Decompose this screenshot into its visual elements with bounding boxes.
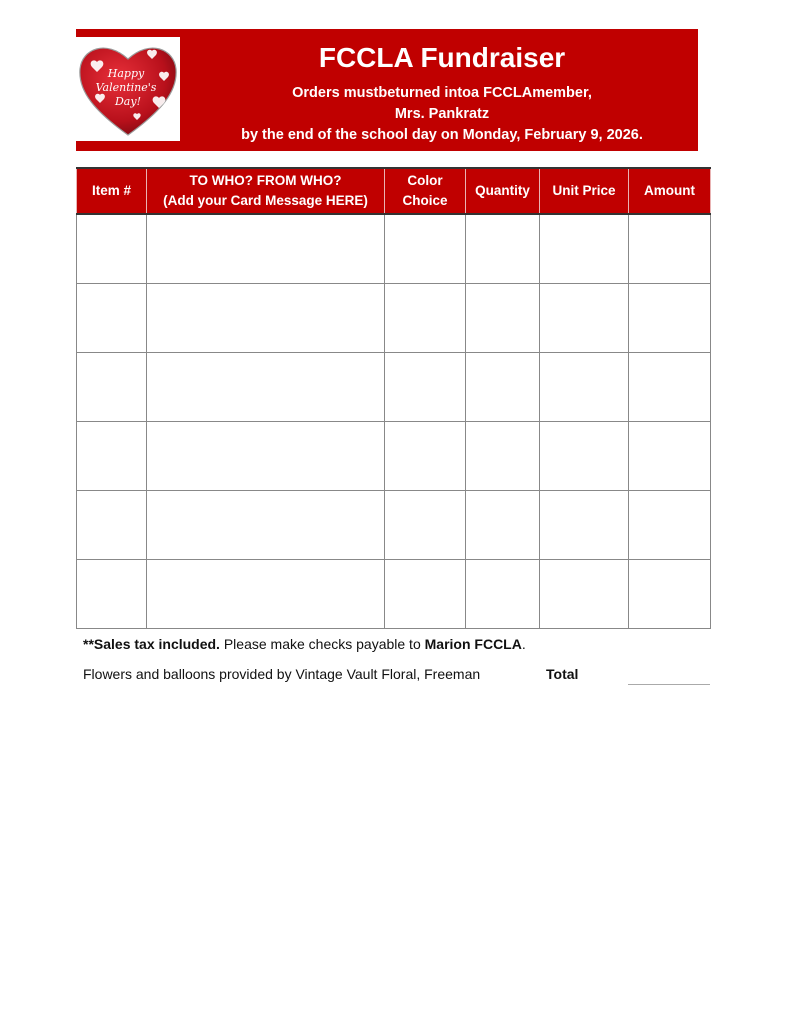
total-label: Total xyxy=(546,666,579,682)
column-header-amount: Amount xyxy=(629,168,711,214)
order-table xyxy=(76,167,711,629)
instructions-line-3: by the end of the school day on Monday, February 9, 2026. xyxy=(241,127,643,143)
table-row xyxy=(77,491,711,560)
unit-price-cell[interactable] xyxy=(540,353,629,422)
item-number-cell[interactable] xyxy=(77,353,147,422)
amount-cell[interactable] xyxy=(629,422,711,491)
total-value-line[interactable] xyxy=(628,684,710,685)
column-header-card-message-line1: TO WHO? FROM WHO? xyxy=(189,173,342,188)
item-number-cell[interactable] xyxy=(77,422,147,491)
checks-payable-text: Please make checks payable to xyxy=(219,636,425,652)
amount-cell[interactable] xyxy=(629,491,711,560)
provider-note: Flowers and balloons provided by Vintage Vault Floral, Freeman xyxy=(83,666,481,682)
amount-cell[interactable] xyxy=(629,284,711,353)
color-choice-cell[interactable] xyxy=(385,214,466,284)
banner-text xyxy=(186,29,698,151)
unit-price-cell[interactable] xyxy=(540,214,629,284)
item-number-cell[interactable] xyxy=(77,284,147,353)
svg-text:Valentine's: Valentine's xyxy=(95,81,157,94)
table-row xyxy=(77,214,711,284)
payment-note-period: . xyxy=(521,636,526,652)
quantity-cell[interactable] xyxy=(466,284,540,353)
color-choice-cell[interactable] xyxy=(385,491,466,560)
column-header-quantity: Quantity xyxy=(466,168,540,214)
item-number-cell[interactable] xyxy=(77,560,147,629)
page-title: FCCLA Fundraiser xyxy=(318,42,566,73)
svg-text:Happy: Happy xyxy=(107,67,145,80)
payment-note xyxy=(83,635,526,653)
instructions-line-2: Mrs. Pankratz xyxy=(394,106,490,122)
table-row xyxy=(77,353,711,422)
card-message-cell[interactable] xyxy=(147,491,385,560)
column-header-color-line1: Color xyxy=(407,173,443,188)
item-number-cell[interactable] xyxy=(77,491,147,560)
unit-price-cell[interactable] xyxy=(540,491,629,560)
quantity-cell[interactable] xyxy=(466,491,540,560)
instructions-line-1: Orders mustbeturned intoa FCCLAmember, xyxy=(292,85,592,101)
table-header-row xyxy=(77,168,711,214)
item-number-cell[interactable] xyxy=(77,214,147,284)
table-row xyxy=(77,284,711,353)
table-row xyxy=(77,560,711,629)
card-message-cell[interactable] xyxy=(147,284,385,353)
card-message-cell[interactable] xyxy=(147,422,385,491)
quantity-cell[interactable] xyxy=(466,422,540,491)
balloon-image xyxy=(76,37,180,141)
heart-balloon-icon xyxy=(76,37,180,141)
card-message-cell[interactable] xyxy=(147,214,385,284)
card-message-cell[interactable] xyxy=(147,353,385,422)
unit-price-cell[interactable] xyxy=(540,284,629,353)
column-header-unit-price: Unit Price xyxy=(540,168,629,214)
card-message-cell[interactable] xyxy=(147,560,385,629)
sales-tax-note: **Sales tax included. xyxy=(83,636,220,652)
unit-price-cell[interactable] xyxy=(540,560,629,629)
amount-cell[interactable] xyxy=(629,214,711,284)
color-choice-cell[interactable] xyxy=(385,353,466,422)
column-header-color-choice xyxy=(385,168,466,214)
amount-cell[interactable] xyxy=(629,560,711,629)
column-header-card-message-line2: (Add your Card Message HERE) xyxy=(163,193,368,208)
column-header-color-line2: Choice xyxy=(402,193,448,208)
payee-name: Marion FCCLA xyxy=(424,636,522,652)
quantity-cell[interactable] xyxy=(466,560,540,629)
color-choice-cell[interactable] xyxy=(385,284,466,353)
header-banner xyxy=(76,29,698,151)
color-choice-cell[interactable] xyxy=(385,560,466,629)
quantity-cell[interactable] xyxy=(466,353,540,422)
amount-cell[interactable] xyxy=(629,353,711,422)
unit-price-cell[interactable] xyxy=(540,422,629,491)
table-row xyxy=(77,422,711,491)
column-header-card-message xyxy=(147,168,385,214)
quantity-cell[interactable] xyxy=(466,214,540,284)
column-header-item-number: Item # xyxy=(77,168,147,214)
color-choice-cell[interactable] xyxy=(385,422,466,491)
svg-text:Day!: Day! xyxy=(114,95,142,108)
